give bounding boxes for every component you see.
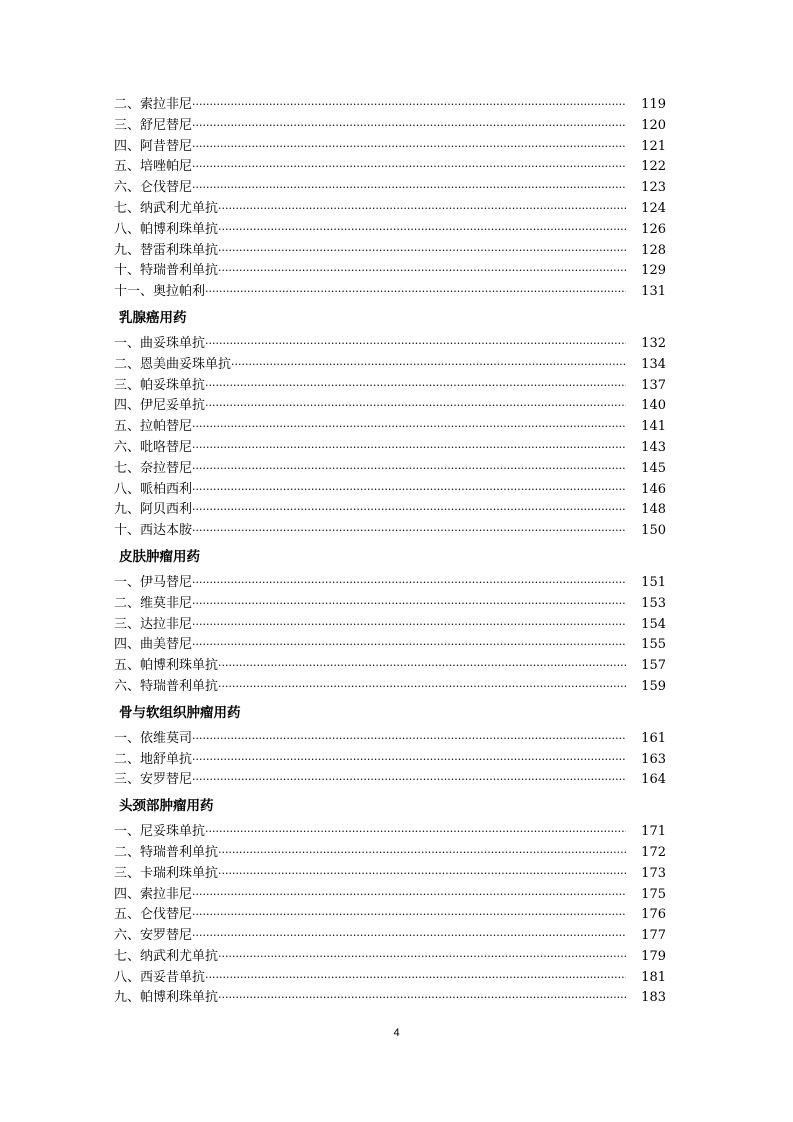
toc-entry[interactable] (114, 677, 666, 698)
dot-leader (218, 947, 626, 968)
toc-entry-page: 153 (641, 595, 666, 611)
toc-entry[interactable] (114, 137, 666, 158)
toc-entry-title: 一、伊马替尼 (114, 574, 193, 590)
toc-entry-page: 145 (641, 460, 666, 476)
toc-entry-title: 五、拉帕替尼 (114, 419, 193, 435)
toc-entry-title: 四、伊尼妥单抗 (114, 398, 206, 414)
toc-entry[interactable] (114, 521, 666, 542)
toc-entry-page: 129 (641, 263, 666, 279)
dot-leader (192, 480, 626, 501)
toc-entry-page: 176 (641, 907, 666, 923)
dot-leader (192, 615, 626, 636)
toc-entry-title: 三、帕妥珠单抗 (114, 377, 206, 393)
toc-entry-title: 十一、奥拉帕利 (114, 284, 206, 300)
toc-entry[interactable] (114, 241, 666, 262)
toc-entry-page: 119 (641, 97, 666, 112)
toc-entry[interactable] (114, 396, 666, 417)
dot-leader (192, 750, 626, 771)
toc-entry-page: 179 (641, 948, 666, 964)
dot-leader (205, 376, 626, 397)
toc-entry[interactable] (114, 635, 666, 656)
toc-entry-page: 128 (641, 242, 666, 258)
toc-entry-title: 二、索拉非尼 (114, 97, 193, 112)
toc-entry-title: 五、培唑帕尼 (114, 159, 193, 175)
dot-leader (192, 521, 626, 542)
toc-entry-title: 三、舒尼替尼 (114, 117, 193, 133)
toc-entry-page: 164 (641, 772, 666, 788)
toc-entry-page: 155 (641, 637, 666, 653)
toc-entry-page: 121 (641, 138, 666, 154)
dot-leader (218, 864, 626, 885)
dot-leader (218, 656, 626, 677)
dot-leader (218, 220, 626, 241)
section-heading: 骨与软组织肿瘤用药 (119, 704, 241, 721)
dot-leader (192, 157, 626, 178)
toc-entry-title: 八、哌柏西利 (114, 481, 193, 497)
toc-entry-title: 一、依维莫司 (114, 730, 193, 746)
toc-entry[interactable] (114, 220, 666, 241)
toc-entry-page: 150 (641, 523, 666, 539)
toc-entry-page: 171 (641, 824, 666, 840)
toc-entry-title: 九、帕博利珠单抗 (114, 990, 219, 1006)
toc-entry[interactable] (114, 729, 666, 750)
toc-entry[interactable] (114, 459, 666, 480)
toc-entry[interactable] (114, 947, 666, 968)
toc-entry-title: 二、地舒单抗 (114, 751, 193, 767)
section-heading: 皮肤肿瘤用药 (119, 548, 200, 565)
dot-leader (205, 334, 626, 355)
dot-leader (192, 438, 626, 459)
toc-entry-page: 134 (641, 356, 666, 372)
toc-entry-page: 132 (641, 335, 666, 351)
toc-entry-title: 七、奈拉替尼 (114, 460, 193, 476)
toc-entry[interactable] (114, 480, 666, 501)
toc-entry-title: 二、特瑞普利单抗 (114, 844, 219, 860)
dot-leader (192, 459, 626, 480)
dot-leader (205, 822, 626, 843)
toc-entry-page: 124 (641, 200, 666, 216)
toc-entry[interactable] (114, 968, 666, 989)
page-number: 4 (393, 1027, 400, 1039)
toc-entry-title: 五、仑伐替尼 (114, 907, 193, 923)
dot-leader (218, 199, 626, 220)
toc-entry-page: 159 (641, 678, 666, 694)
toc-entry[interactable] (114, 376, 666, 397)
toc-entry-title: 九、替雷利珠单抗 (114, 242, 219, 258)
toc-entry-page: 161 (641, 730, 666, 746)
toc-entry-title: 九、阿贝西利 (114, 502, 193, 518)
toc-entry-page: 143 (641, 439, 666, 455)
toc-entry-title: 三、达拉非尼 (114, 616, 193, 632)
dot-leader (192, 95, 626, 116)
dot-leader (205, 282, 626, 303)
toc-entry-title: 四、曲美替尼 (114, 637, 193, 653)
toc-entry[interactable] (114, 988, 666, 1009)
toc-entry[interactable] (114, 261, 666, 282)
toc-entry[interactable] (114, 157, 666, 178)
toc-entry[interactable] (114, 500, 666, 521)
toc-entry-page: 123 (641, 180, 666, 196)
toc-entry-page: 131 (641, 284, 666, 300)
toc-entry[interactable] (114, 282, 666, 303)
dot-leader (192, 500, 626, 521)
toc-entry-title: 二、恩美曲妥珠单抗 (114, 356, 232, 372)
toc-entry-title: 三、安罗替尼 (114, 772, 193, 788)
toc-entry[interactable] (114, 926, 666, 947)
toc-entry-page: 183 (641, 990, 666, 1006)
dot-leader (231, 355, 626, 376)
toc-entry-page: 141 (641, 419, 666, 435)
dot-leader (192, 926, 626, 947)
toc-entry-title: 十、特瑞普利单抗 (114, 263, 219, 279)
section-heading: 乳腺癌用药 (119, 309, 187, 326)
toc-entry-page: 177 (641, 928, 666, 944)
dot-leader (218, 261, 626, 282)
toc-entry-title: 一、尼妥珠单抗 (114, 824, 206, 840)
toc-entry-title: 一、曲妥珠单抗 (114, 335, 206, 351)
section-heading: 头颈部肿瘤用药 (119, 798, 214, 815)
toc-entry-title: 二、维莫非尼 (114, 595, 193, 611)
toc-entry[interactable] (114, 573, 666, 594)
dot-leader (205, 396, 626, 417)
toc-entry-page: 122 (641, 159, 666, 175)
dot-leader (218, 843, 626, 864)
dot-leader (218, 677, 626, 698)
toc-entry[interactable] (114, 178, 666, 199)
toc-entry[interactable] (114, 843, 666, 864)
toc-entry-title: 五、帕博利珠单抗 (114, 658, 219, 674)
dot-leader (192, 905, 626, 926)
toc-entry-title: 六、吡咯替尼 (114, 439, 193, 455)
dot-leader (218, 241, 626, 262)
toc-entry-title: 六、安罗替尼 (114, 928, 193, 944)
dot-leader (205, 968, 626, 989)
dot-leader (192, 573, 626, 594)
toc-entry-title: 八、西妥昔单抗 (114, 969, 206, 985)
toc-entry[interactable] (114, 417, 666, 438)
toc-entry[interactable] (114, 864, 666, 885)
toc-entry-page: 157 (641, 658, 666, 674)
dot-leader (192, 417, 626, 438)
toc-entry-page: 154 (641, 616, 666, 632)
dot-leader (218, 988, 626, 1009)
dot-leader (192, 178, 626, 199)
dot-leader (192, 137, 626, 158)
toc-entry[interactable] (114, 438, 666, 459)
toc-entry[interactable] (114, 656, 666, 677)
toc-entry-title: 四、阿昔替尼 (114, 138, 193, 154)
toc-entry[interactable] (114, 905, 666, 926)
toc-entry[interactable] (114, 95, 666, 116)
toc-entry-title: 六、仑伐替尼 (114, 180, 193, 196)
toc-entry[interactable] (114, 199, 666, 220)
toc-entry[interactable] (114, 750, 666, 771)
toc-entry-page: 120 (641, 117, 666, 133)
toc-entry[interactable] (114, 885, 666, 906)
dot-leader (192, 635, 626, 656)
toc-entry[interactable] (114, 334, 666, 355)
toc-entry-page: 148 (641, 502, 666, 518)
toc-entry[interactable] (114, 615, 666, 636)
toc-entry-page: 126 (641, 221, 666, 237)
toc-entry-page: 163 (641, 751, 666, 767)
toc-entry[interactable] (114, 822, 666, 843)
dot-leader (192, 116, 626, 137)
toc-entry-page: 140 (641, 398, 666, 414)
toc-entry[interactable] (114, 770, 666, 791)
toc-entry-title: 六、特瑞普利单抗 (114, 678, 219, 694)
toc-entry-title: 十、西达本胺 (114, 523, 193, 539)
toc-entry-page: 172 (641, 844, 666, 860)
toc-entry[interactable] (114, 355, 666, 376)
dot-leader (192, 885, 626, 906)
table-of-contents (114, 95, 666, 1009)
toc-entry-title: 七、纳武利尤单抗 (114, 200, 219, 216)
dot-leader (192, 770, 626, 791)
toc-entry-page: 181 (641, 969, 666, 985)
toc-entry-page: 137 (641, 377, 666, 393)
toc-entry-page: 151 (641, 574, 666, 590)
toc-entry[interactable] (114, 116, 666, 137)
dot-leader (192, 729, 626, 750)
toc-entry-title: 八、帕博利珠单抗 (114, 221, 219, 237)
toc-entry[interactable] (114, 594, 666, 615)
toc-entry-title: 七、纳武利尤单抗 (114, 948, 219, 964)
toc-entry-page: 173 (641, 865, 666, 881)
toc-entry-title: 三、卡瑞利珠单抗 (114, 865, 219, 881)
toc-entry-page: 146 (641, 481, 666, 497)
toc-entry-page: 175 (641, 886, 666, 902)
dot-leader (192, 594, 626, 615)
toc-entry-title: 四、索拉非尼 (114, 886, 193, 902)
